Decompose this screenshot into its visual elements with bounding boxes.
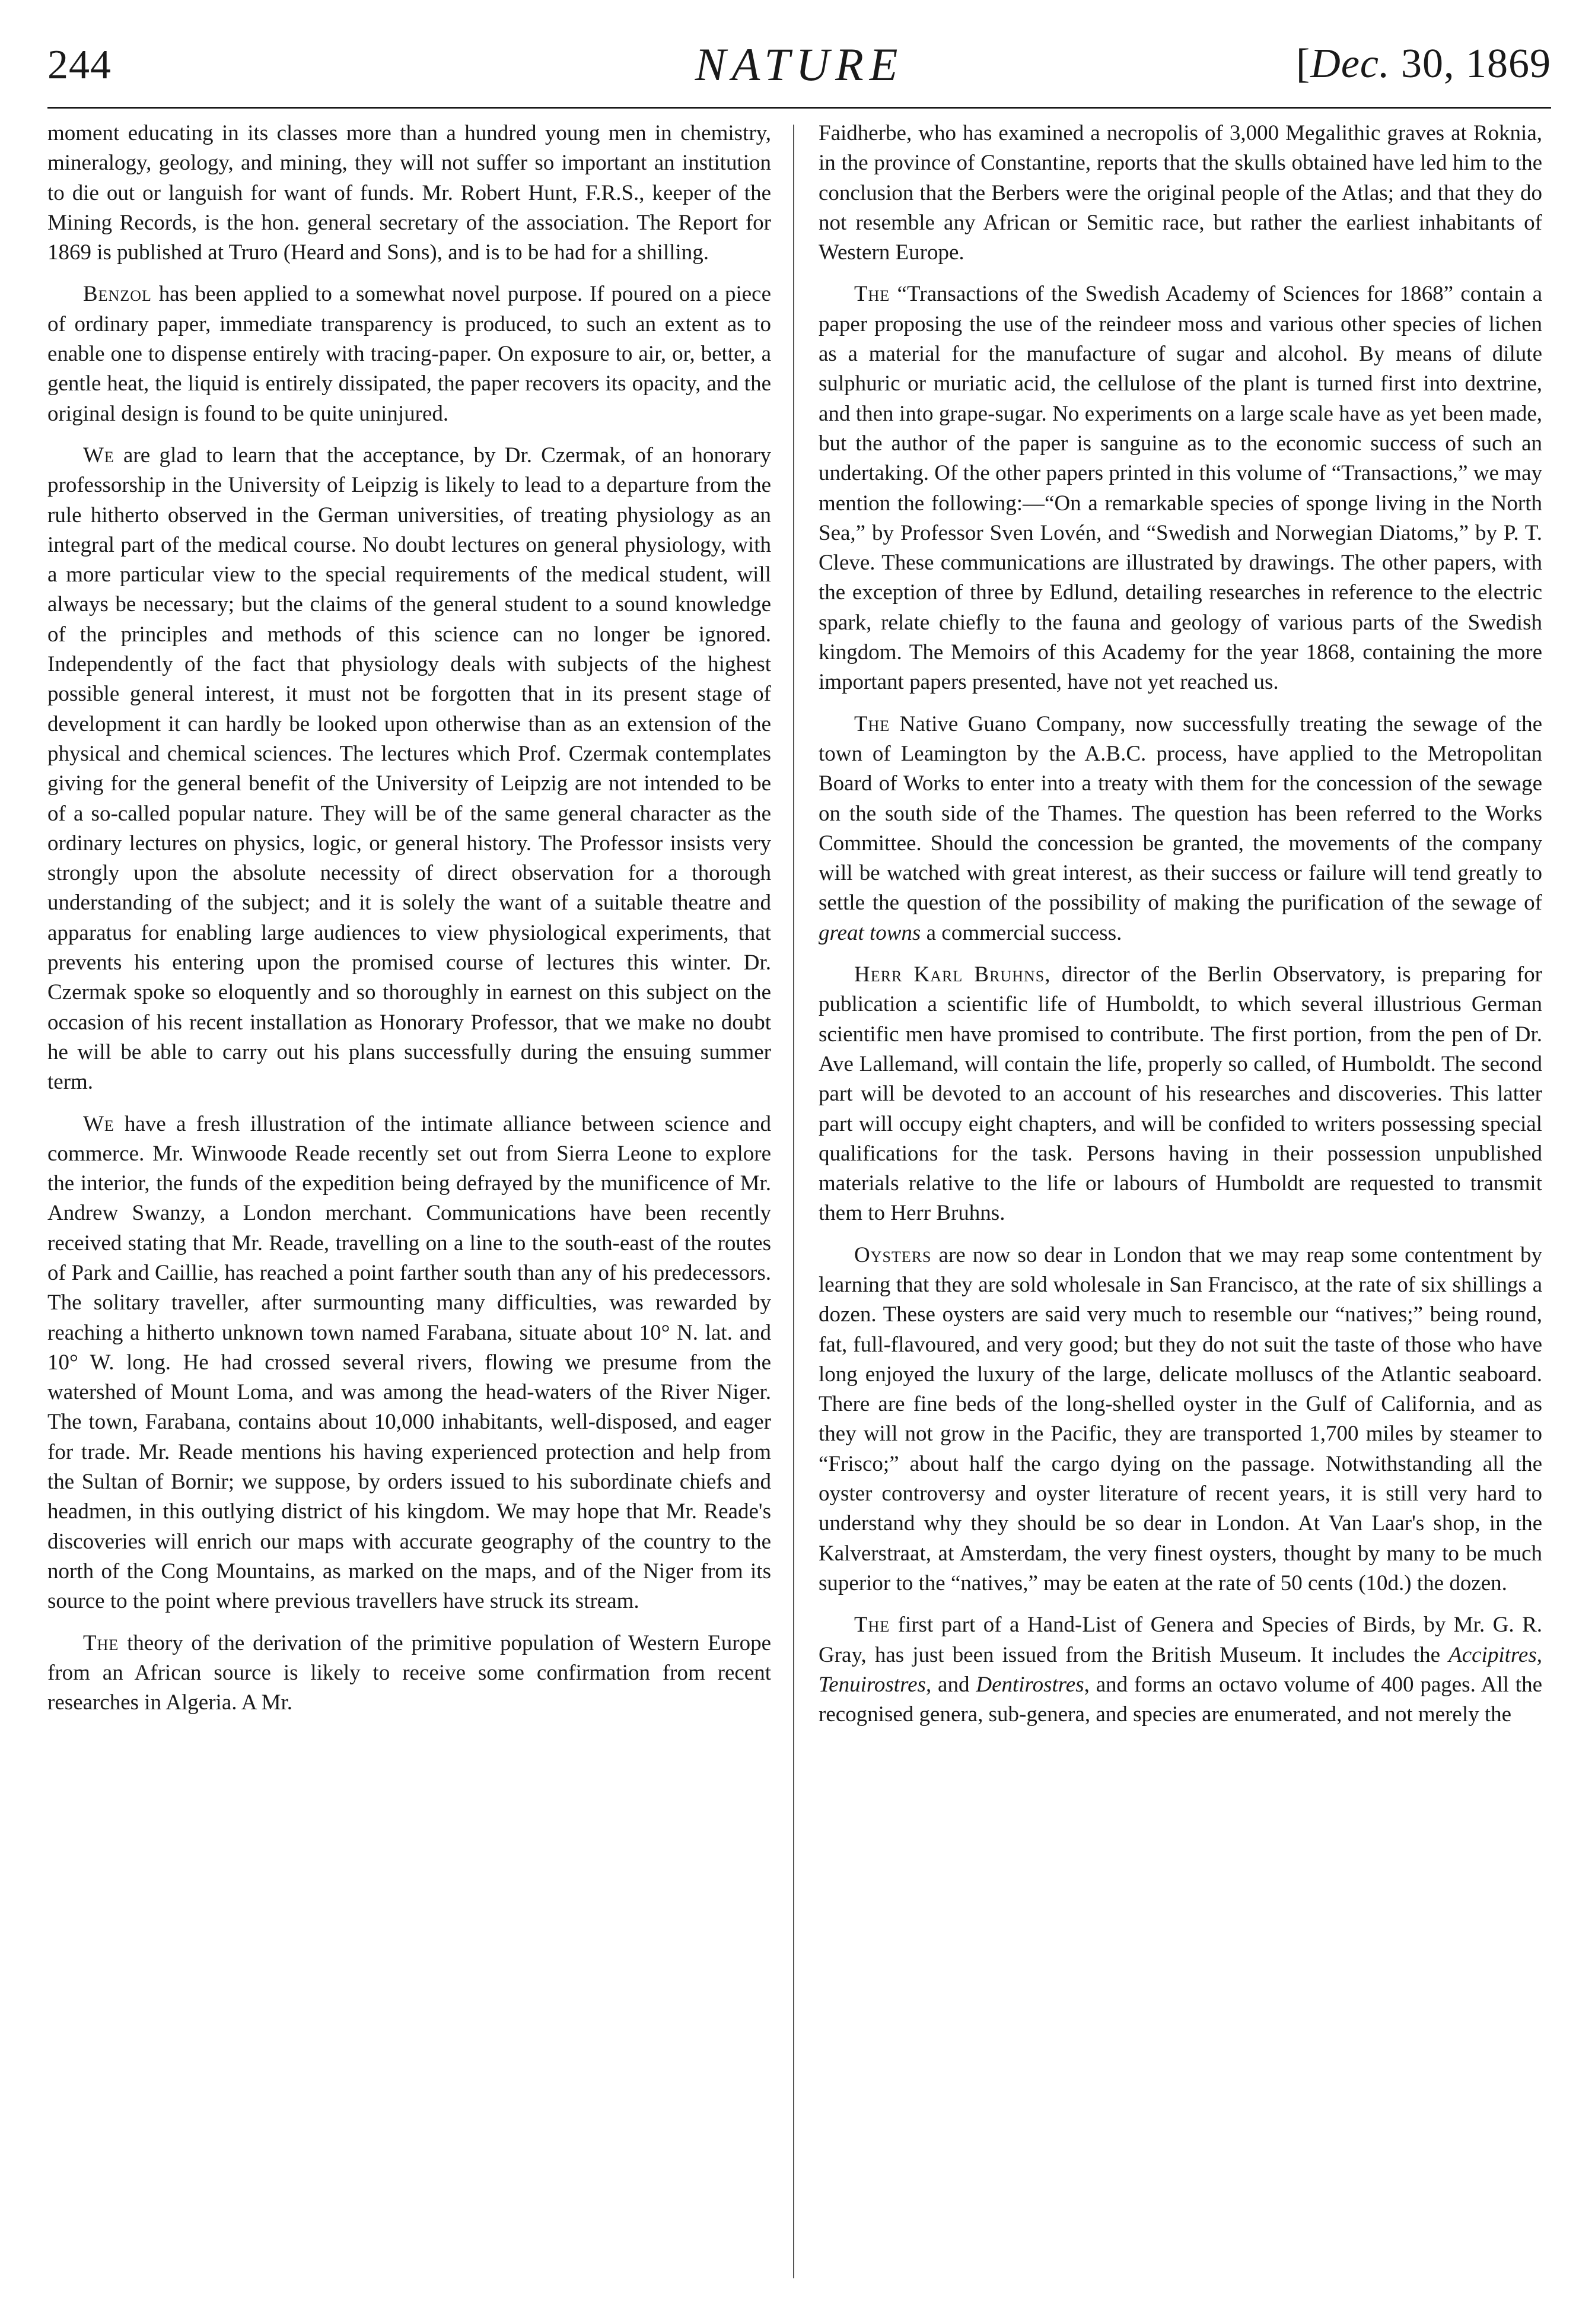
paragraph-czermak: We are glad to learn that the acceptance, by Dr. Czermak, of an honorary professorship in the University of Leipzig is likely to lead to a departure from the rule hitherto observed in the German universities, of treating physiology as an integral part of the medical course. No doubt lectures on general physiology, with a more particular view to the special requirements of the medical student, will always be necessary; but the claims of the general student to a sound knowledge of the principles and methods of this science can no longer be ignored. Independently of the fact that physiology deals with subjects of the highest possible general interest, it must not be forgotten that in its present stage of development it can hardly be looked upon otherwise than as an extension of the physical and chemical sciences. The lectures which Prof. Czermak contemplates giving for the general benefit of the University of Leipzig are not intended to be of a so-called popular nature. They will be of the same general character as the ordinary lectures on physics, logic, or general history. The Professor insists very strongly upon the absolute necessity of direct observation for a thorough understanding of the subject; and it is solely the want of a suitable theatre and apparatus for enabling large audiences to view physiological experiments, that prevents his entering upon the promised course of lectures this winter. Dr. Czermak spoke so eloquently and so thoroughly in earnest on this subject on the occasion of his recent installation as Honorary Professor, that we make no doubt he will be able to carry out his plans successfully during the ensuing summer term.: [47, 443, 771, 1095]
paragraph-benzol: Benzol has been applied to a somewhat novel purpose. If poured on a piece of ordinary paper, immediate transparency is produced, to such an extent as to enable one to dispense entirely with tracing-paper. On exposure to air, or, better, a gentle heat, the liquid is entirely dissipated, the paper recovers its opacity, and the original design is found to be quite uninjured.: [47, 282, 771, 426]
issue-date: [1296, 40, 1551, 88]
paragraph-bruhns-humboldt: Herr Karl Bruhns, director of the Berlin Observatory, is preparing for publication a scientific life of Humboldt, to which several illustrious German scientific men have promised to contribute. The first portion, from the pen of Dr. Ave Lallemand, will contain the life, properly so called, of Humboldt. The second part will be devoted to an account of his researches and discoveries. This latter part will occupy eight chapters, and will be confided to writers possessing special qualifications for the task. Persons having in their possession unpublished materials relative to the life or labours of Humboldt are requested to transmit them to Herr Bruhns.: [819, 962, 1542, 1226]
left-column: [47, 119, 771, 2284]
paragraph-oysters: Oysters are now so dear in London that we may reap some contentment by learning that they are sold wholesale in San Francisco, at the rate of six shillings a dozen. These oysters are said very much to resemble our “natives;” being round, fat, full-flavoured, and very good; but they do not suit the taste of those who have long enjoyed the luxury of the large, delicate molluscs of the Atlantic seaboard. There are fine beds of the long-shelled oyster in the Gulf of California, and as they will not grow in the Pacific, they are transported 1,700 miles by steamer to “Frisco;” about half the cargo dying on the passage. Notwithstanding all the oyster controversy and oyster literature of recent years, it is still very hard to understand why they should be so dear in London. At Van Laar's shop, in the Kalverstraat, at Amsterdam, the very finest oysters, thought by many to be much superior to the “natives,” may be eaten at the rate of 50 cents (10d.) the dozen.: [819, 1242, 1542, 1595]
newspaper-page: [47, 30, 1551, 2296]
paragraph-reade-expedition: We have a fresh illustration of the intimate alliance between science and commerce. Mr. Winwoode Reade recently set out from Sierra Leone to explore the interior, the funds of the expedition being defrayed by the munificence of Mr. Andrew Swanzy, a London merchant. Communications have been recently received stating that Mr. Reade, travelling on a line to the south-east of the routes of Park and Caillie, has reached a point farther south than any of his predecessors. The solitary traveller, after surmounting many difficulties, was rewarded by reaching a hitherto unknown town named Farabana, situate about 10° N. lat. and 10° W. long. He had crossed several rivers, flowing we presume from the watershed of Mount Loma, and was among the head-waters of the River Niger. The town, Farabana, contains about 10,000 inhabitants, well-disposed, and eager for trade. Mr. Reade mentions his having experienced protection and help from the Sultan of Bornir; we suppose, by orders issued to his subordinate chiefs and headmen, in this outlying district of his kingdom. We may hope that Mr. Reade's discoveries will enrich our maps with accurate geography of the country to the north of the Cong Mountains, as marked on the maps, and of the Niger from its source to the point where previous travellers have struck its stream.: [47, 1111, 771, 1614]
journal-title: NATURE: [695, 39, 904, 90]
date-bracket: [: [1295, 41, 1311, 87]
article-columns: [47, 119, 1551, 2296]
date-day-year: 30, 1869: [1390, 41, 1551, 87]
page-number: 244: [47, 42, 112, 88]
paragraph-swedish-academy: The “Transactions of the Swedish Academy of Sciences for 1868” contain a paper proposing the use of the reindeer moss and various other species of lichen as a material for the manufacture of sugar and alcohol. By means of dilute sulphuric or muriatic acid, the cellulose of the plant is turned first into dextrine, and then into grape-sugar. No experiments on a large scale have as yet been made, but the author of the paper is sanguine as to the economic success of such an undertaking. Of the other papers printed in this volume of “Transactions,” we may mention the following:—“On a remarkable species of sponge living in the North Sea,” by Professor Sven Lovén, and “Swedish and Norwegian Diatoms,” by P. T. Cleve. These communications are illustrated by drawings. The other papers, with the exception of three by Edlund, detailing researches in reference to the electric spark, relate chiefly to the fauna and geology of various parts of the Swedish kingdom. The Memoirs of this Academy for the year 1868, containing the more important papers presented, have not yet reached us.: [819, 282, 1542, 695]
paragraph-african-origin: The theory of the derivation of the primitive population of Western Europe from an African source is likely to receive some confirmation from recent researches in Algeria. A Mr.: [47, 1630, 771, 1715]
paragraph-faidherbe: Faidherbe, who has examined a necropolis of 3,000 Megalithic graves at Roknia, in the province of Constantine, reports that the skulls obtained have led him to the conclusion that the Berbers were the original people of the Atlas; and that they do not resemble any African or Semitic race, but rather the earliest inhabitants of Western Europe.: [819, 121, 1542, 265]
right-column: [819, 119, 1542, 2284]
paragraph-native-guano: The Native Guano Company, now successfully treating the sewage of the town of Leamington by the A.B.C. process, have applied to the Metropolitan Board of Works to enter into a treaty with them for the concession of the sewage on the south side of the Thames. The question has been referred to the Works Committee. Should the concession be granted, the movements of the company will be watched with great interest, as their success or failure will tend greatly to settle the question of the possibility of making the purification of the sewage of great towns a commercial success.: [819, 711, 1542, 945]
paragraph-mining-association: moment educating in its classes more than a hundred young men in chemistry, mineralogy, geology, and mining, they will not suffer so important an institution to die out or languish for want of funds. Mr. Robert Hunt, F.R.S., keeper of the Mining Records, is the hon. general secretary of the association. The Report for 1869 is published at Truro (Heard and Sons), and is to be had for a shilling.: [47, 121, 771, 265]
paragraph-gray-birds: The first part of a Hand-List of Genera and Species of Birds, by Mr. G. R. Gray, has just been issued from the British Museum. It includes the Accipitres, Tenuirostres, and Dentirostres, and forms an octavo volume of 400 pages. All the recognised genera, sub-genera, and species are enumerated, and not merely the: [819, 1613, 1542, 1727]
date-month: Dec.: [1310, 41, 1390, 87]
column-divider: [793, 125, 794, 2278]
page-header: [47, 30, 1551, 109]
